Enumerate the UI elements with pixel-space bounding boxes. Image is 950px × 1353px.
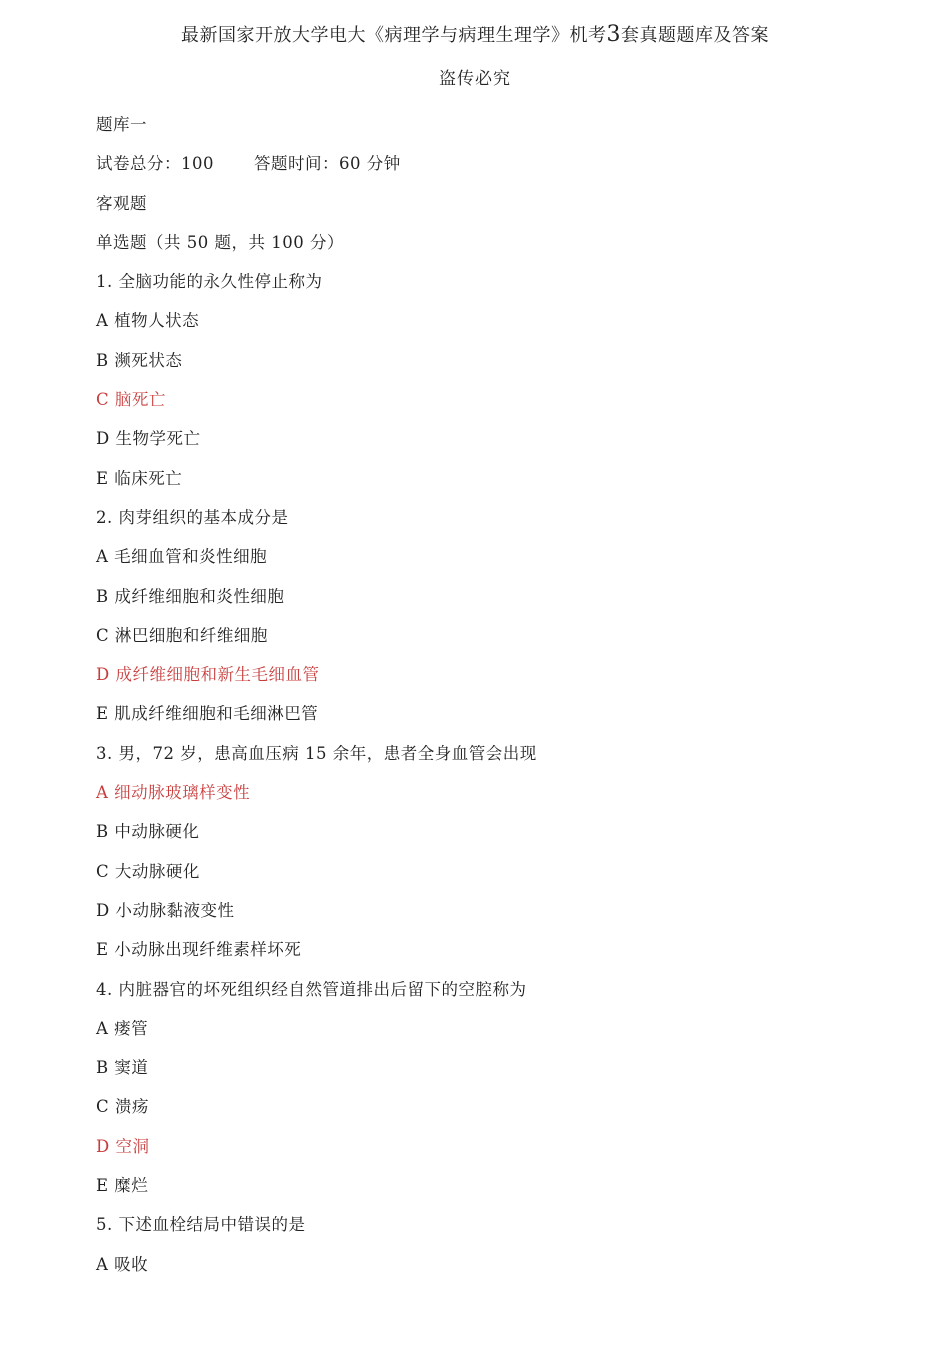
question-stem: 2. 肉芽组织的基本成分是 bbox=[96, 507, 289, 527]
section-label: 客观题 bbox=[96, 193, 147, 213]
option: A 吸收 bbox=[96, 1254, 149, 1274]
option: D 生物学死亡 bbox=[96, 429, 201, 449]
option: D 小动脉黏液变性 bbox=[96, 900, 235, 920]
option: B 成纤维细胞和炎性细胞 bbox=[96, 586, 285, 606]
document-subtitle: 盗传必究 bbox=[439, 69, 511, 89]
option: B 濒死状态 bbox=[96, 350, 183, 370]
title-pre: 最新国家开放大学电大《病理学与病理生理学》机考 bbox=[181, 25, 607, 46]
option-correct: A 细动脉玻璃样变性 bbox=[96, 783, 251, 803]
option: E 小动脉出现纤维素样坏死 bbox=[96, 940, 302, 960]
option: C 大动脉硬化 bbox=[96, 861, 200, 881]
option: C 淋巴细胞和纤维细胞 bbox=[96, 625, 268, 645]
option: B 窦道 bbox=[96, 1058, 149, 1078]
option-correct: D 空洞 bbox=[96, 1136, 150, 1156]
option-correct: C 脑死亡 bbox=[96, 390, 166, 410]
bank-label: 题库一 bbox=[96, 115, 147, 134]
option: E 糜烂 bbox=[96, 1176, 149, 1196]
option: E 临床死亡 bbox=[96, 468, 183, 488]
option: E 肌成纤维细胞和毛细淋巴管 bbox=[96, 704, 319, 724]
exam-info bbox=[96, 151, 916, 190]
option: A 瘘管 bbox=[96, 1018, 149, 1038]
option-correct: D 成纤维细胞和新生毛细血管 bbox=[96, 665, 320, 685]
title-num: 3 bbox=[606, 22, 621, 47]
question-stem: 1. 全脑功能的永久性停止称为 bbox=[96, 272, 323, 292]
document-title bbox=[0, 20, 950, 51]
option: A 植物人状态 bbox=[96, 311, 200, 331]
question-stem: 4. 内脏器官的坏死组织经自然管道排出后留下的空腔称为 bbox=[96, 979, 527, 999]
option: A 毛细血管和炎性细胞 bbox=[96, 547, 268, 567]
option: C 溃疡 bbox=[96, 1097, 149, 1117]
question-stem: 3. 男，72 岁，患高血压病 15 余年，患者全身血管会出现 bbox=[96, 743, 537, 763]
total-score: 试卷总分：100 bbox=[96, 154, 214, 174]
exam-time: 答题时间：60 分钟 bbox=[254, 154, 401, 174]
title-post: 套真题题库及答案 bbox=[621, 25, 769, 46]
option: B 中动脉硬化 bbox=[96, 822, 200, 842]
question-stem: 5. 下述血栓结局中错误的是 bbox=[96, 1215, 306, 1235]
subsection-label: 单选题（共 50 题，共 100 分） bbox=[96, 232, 344, 252]
document-body bbox=[96, 112, 916, 1291]
